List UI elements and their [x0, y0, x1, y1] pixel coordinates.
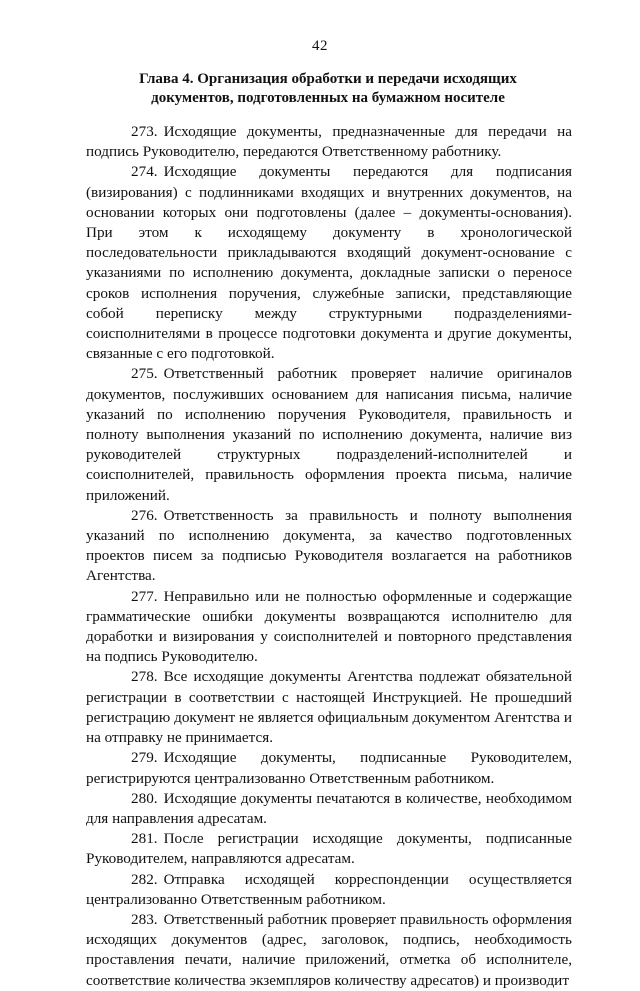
- paragraph-279: [86, 748, 572, 788]
- paragraph-number: 278.: [131, 668, 158, 686]
- chapter-heading-line-1: Глава 4. Организация обработки и передачи исходящих: [139, 71, 517, 87]
- paragraph-277: [86, 587, 572, 668]
- paragraph-text: Все исходящие документы Агентства подлежат обязательной регистрации в соответствии с настоящей Инструкцией. Не прошедший регистрацию документ не является официальным документом Агентства и на отправку не принимается.: [86, 668, 572, 747]
- paragraph-282: [86, 870, 572, 910]
- page-number: 42: [312, 38, 328, 54]
- paragraph-number: 281.: [131, 830, 158, 848]
- paragraph-276: [86, 506, 572, 587]
- paragraph-text: Ответственный работник проверяет наличие оригиналов документов, послуживших основанием для написания письма, наличие указаний по исполнению поручения Руководителя, правильность и полноту выполнения указаний по исполнению документа, наличие виз руководителей структурных подразделений-исполнителей и соисполнителей, правильность оформления проекта письма, наличие приложений.: [86, 365, 572, 504]
- document-body: [86, 122, 572, 991]
- paragraph-283: [86, 910, 572, 991]
- paragraph-text: Исходящие документы, предназначенные для передачи на подпись Руководителю, передаются Ответственному работнику.: [86, 123, 572, 161]
- paragraph-274: [86, 162, 572, 364]
- chapter-heading-line-2: документов, подготовленных на бумажном носителе: [151, 90, 505, 106]
- paragraph-number: 275.: [131, 365, 158, 383]
- paragraph-275: [86, 364, 572, 505]
- paragraph-number: 280.: [131, 789, 158, 807]
- paragraph-text: Исходящие документы передаются для подписания (визирования) с подлинниками входящих и внутренних документов, на основании которых они подготовлены (далее – документы-основания). При этом к исходящему документу в хронологической последовательности прикладываются входящий документ-основание с указаниями по исполнению документа, докладные записки о переносе сроков исполнения поручения, служебные записки, представляющие собой переписку между структурными подразделениями-соисполнителями в процессе подготовки документа и другие документы, связанные с его подготовкой.: [86, 163, 572, 363]
- paragraph-text: Ответственный работник проверяет правильность оформления исходящих документов (адрес, заголовок, подпись, необходимость проставления печати, наличие приложений, отметка об исполнителе, соответствие количества экземпляров количеству адресатов) и производит: [86, 910, 572, 989]
- paragraph-text: Исходящие документы, подписанные Руководителем, регистрируются централизованно Ответственным работником.: [86, 749, 572, 787]
- paragraph-number: 273.: [131, 123, 158, 140]
- paragraph-number: 277.: [131, 587, 158, 605]
- paragraph-text: После регистрации исходящие документы, подписанные Руководителем, направляются адресатам.: [86, 830, 572, 868]
- paragraph-text: Ответственность за правильность и полноту выполнения указаний по исполнению документа, за качество подготовленных проектов писем за подписью Руководителя возлагается на работников Агентства.: [86, 506, 572, 585]
- paragraph-number: 274.: [131, 163, 158, 181]
- paragraph-280: [86, 789, 572, 829]
- paragraph-number: 283.: [131, 910, 158, 928]
- paragraph-text: Неправильно или не полностью оформленные и содержащие грамматические ошибки документы возвращаются исполнителю для доработки и визирования у соисполнителей и повторного представления на подпись Руководителю.: [86, 587, 572, 666]
- paragraph-number: 276.: [131, 506, 158, 524]
- paragraph-273: [86, 122, 572, 162]
- paragraph-text: Исходящие документы печатаются в количестве, необходимом для направления адресатам.: [86, 789, 572, 827]
- paragraph-text: Отправка исходящей корреспонденции осуществляется централизованно Ответственным работником.: [86, 870, 572, 908]
- paragraph-278: [86, 667, 572, 748]
- paragraph-number: 279.: [131, 749, 158, 767]
- paragraph-281: [86, 829, 572, 869]
- chapter-heading: [88, 70, 568, 108]
- paragraph-number: 282.: [131, 870, 158, 888]
